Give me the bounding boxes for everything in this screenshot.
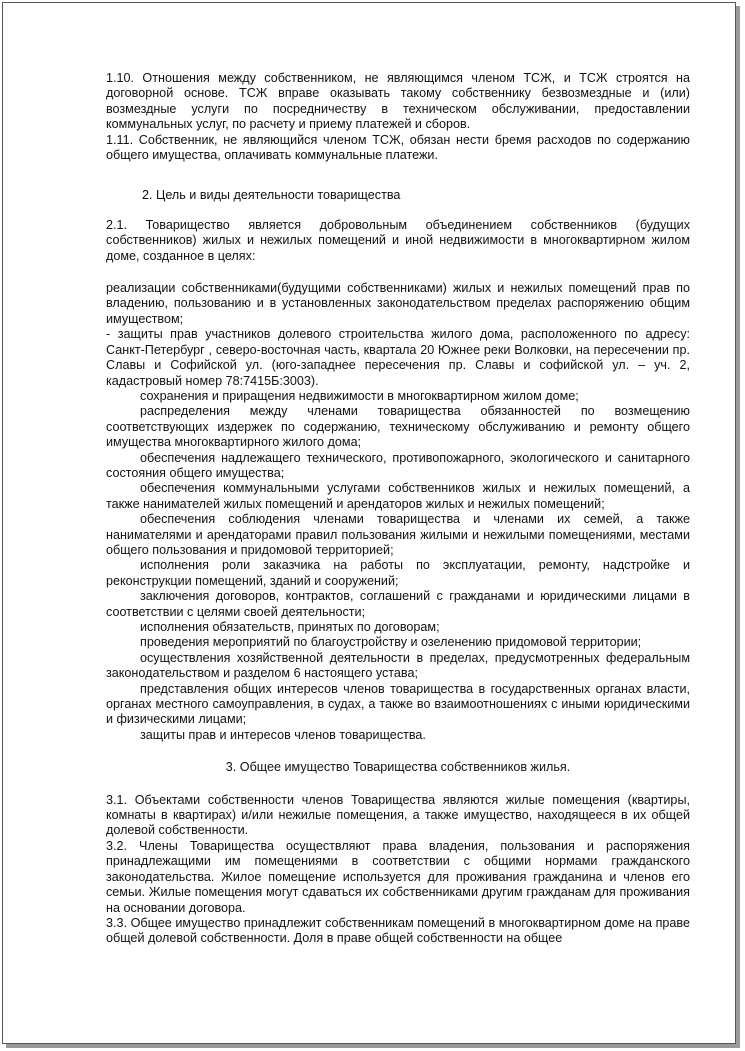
list-item: защиты прав и интересов членов товарищества. (140, 727, 426, 742)
document-body (106, 71, 690, 947)
paragraph-protection: - защиты прав участников долевого строительства жилого дома, расположенного по адресу: Санкт-Петербург , северо-восточная часть, квартала 20 Южнее реки Волковки, на пересечении пр. Славы и Софийской ул. (юго-западнее пересечения пр. Славы и софийской ул. – уч. 2, кадастровый номер 78:7415Б:3003). (106, 327, 690, 388)
document-page (2, 2, 736, 1044)
paragraph-1-10: 1.10. Отношения между собственником, не являющимся членом ТСЖ, и ТСЖ строятся на договорной основе. ТСЖ вправе оказывать такому собственнику безвозмездные и (или) возмездные услуги по посредничеству в техническом обслуживании, предоставлении коммунальных услуг, по расчету и приему платежей и сборов. (106, 71, 690, 132)
list-item: проведения мероприятий по благоустройству и озеленению придомовой территории; (140, 635, 642, 650)
list-item: обеспечения надлежащего технического, противопожарного, экологического и санитарного состояния общего имущества; (106, 450, 690, 480)
list-item: сохранения и приращения недвижимости в многоквартирном жилом доме; (140, 388, 579, 403)
list-item: исполнения обязательств, принятых по договорам; (140, 620, 440, 634)
list-item: обеспечения коммунальными услугами собственников жилых и нежилых помещений, а также нанимателей жилых помещений и арендаторов жилых и нежилых помещений; (106, 481, 690, 511)
list-item: распределения между членами товарищества обязанностей по возмещению соответствующих издержек по содержанию, техническому обслуживанию и ремонту общего имущества многоквартирного жилого дома; (106, 404, 690, 450)
list-item: исполнения роли заказчика на работы по эксплуатации, ремонту, надстройке и реконструкции помещений, зданий и сооружений; (106, 558, 690, 588)
paragraph-1-11: 1.11. Собственник, не являющийся членом ТСЖ, обязан нести бремя расходов по содержанию общего имущества, оплачивать коммунальные платежи. (106, 132, 690, 163)
paragraph-3-1: 3.1. Объектами собственности членов Товарищества являются жилые помещения (квартиры, комнаты в квартирах) и/или нежилые помещения, а также имущество, находящееся в их общей долевой собственности. (106, 792, 690, 838)
list-item: заключения договоров, контрактов, соглашений с гражданами и юридическими лицами в соответствии с целями своей деятельности; (106, 589, 690, 619)
paragraph-3-2: 3.2. Члены Товарищества осуществляют права владения, пользования и распоряжения принадлежащими им помещениями в соответствии с общими нормами гражданского законодательства. Жилое помещение используется для проживания гражданина и членов его семьи. Жилые помещения могут сдаваться их собственниками другим гражданам для проживания на основании договора. (106, 838, 690, 915)
list-item: представления общих интересов членов товарищества в государственных органах власти, органах местного самоуправления, в судах, а также во взаимоотношениях с иными юридическими и физическими лицами; (106, 681, 690, 727)
list-item: обеспечения соблюдения членами товарищества и членами их семей, а также нанимателями и арендаторами правил пользования жилыми и нежилыми помещениями, местами общего пользования и придомовой территорией; (106, 512, 690, 557)
paragraph-realization: реализации собственниками(будущими собственниками) жилых и нежилых помещений прав по владению, пользованию и в установленных законодательством пределах распоряжению общим имуществом; (106, 281, 690, 326)
section-2-heading: 2. Цель и виды деятельности товарищества (142, 188, 401, 203)
list-item: осуществления хозяйственной деятельности в пределах, предусмотренных федеральным законодательством и разделом 6 настоящего устава; (106, 650, 690, 681)
section-3-heading: 3. Общее имущество Товарищества собственников жилья. (225, 760, 571, 775)
paragraph-2-1: 2.1. Товарищество является добровольным объединением собственников (будущих собственников) жилых и нежилых помещений и иной недвижимости в многоквартирном жилом доме, созданное в целях: (106, 217, 690, 263)
paragraph-3-3: 3.3. Общее имущество принадлежит собственникам помещений в многоквартирном доме на праве общей долевой собственности. Доля в праве общей собственности на общее (106, 915, 690, 946)
